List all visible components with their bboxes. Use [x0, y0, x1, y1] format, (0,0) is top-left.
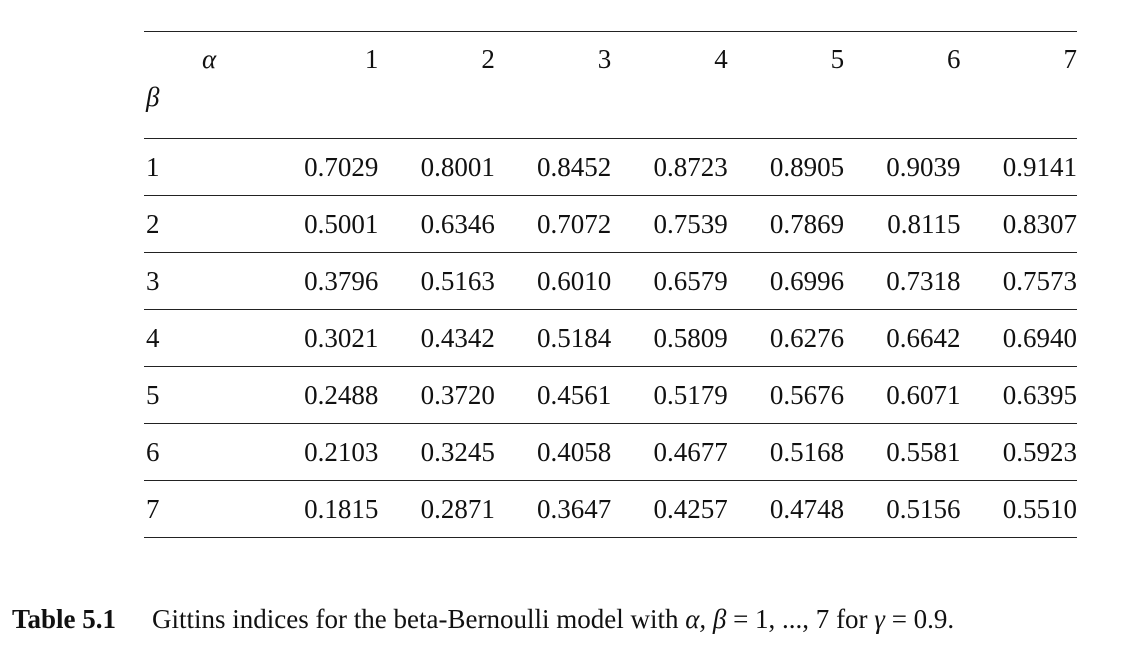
column-header: 5	[830, 44, 845, 74]
table-cell: 0.6276	[728, 310, 844, 367]
beta-symbol: β	[146, 82, 160, 112]
caption-label: Table 5.1	[12, 604, 117, 634]
table-cell: 0.6395	[961, 367, 1077, 424]
column-header: 3	[597, 44, 612, 74]
caption-text-end: .	[947, 604, 955, 634]
table-cell: 0.3720	[378, 367, 494, 424]
table-cell: 0.5510	[961, 481, 1077, 538]
table-cell: 0.2871	[378, 481, 494, 538]
header-row	[144, 32, 1077, 139]
table-cell: 0.3796	[262, 253, 378, 310]
column-header: 7	[1063, 44, 1077, 74]
table-cell: 0.3021	[262, 310, 378, 367]
table-cell: 0.6346	[378, 196, 494, 253]
caption-text: Gittins indices for the beta-Bernoulli model with	[152, 604, 686, 634]
table-cell: 0.5184	[495, 310, 611, 367]
table-cell: 0.6071	[844, 367, 960, 424]
table-cell: 0.4748	[728, 481, 844, 538]
table-cell: 0.5809	[611, 310, 727, 367]
table-cell: 0.5676	[728, 367, 844, 424]
caption-math-gamma: γ	[874, 604, 885, 634]
table-cell: 0.4257	[611, 481, 727, 538]
table-cell: 0.4561	[495, 367, 611, 424]
table-cell: 0.2488	[262, 367, 378, 424]
alpha-symbol: α	[202, 44, 217, 74]
table-caption	[12, 604, 954, 635]
column-header: 6	[947, 44, 961, 74]
table-cell: 0.8905	[728, 139, 844, 196]
table-cell: 0.5168	[728, 424, 844, 481]
table-cell: 0.7573	[961, 253, 1077, 310]
table-cell: 0.6940	[961, 310, 1077, 367]
caption-text-for: for	[829, 604, 875, 634]
table-cell: 0.6642	[844, 310, 960, 367]
table-cell: 0.5163	[378, 253, 494, 310]
table-cell: 0.6996	[728, 253, 844, 310]
table-cell: 0.1815	[262, 481, 378, 538]
row-header: 6	[144, 424, 262, 481]
caption-math-gamma-value: = 0.9	[884, 604, 948, 634]
table-cell: 0.5001	[262, 196, 378, 253]
corner-cell	[144, 32, 262, 139]
table-row	[144, 139, 1077, 196]
table-row	[144, 310, 1077, 367]
table-cell: 0.7539	[611, 196, 727, 253]
table-cell: 0.8723	[611, 139, 727, 196]
table-row	[144, 367, 1077, 424]
row-header: 3	[144, 253, 262, 310]
table-cell: 0.7318	[844, 253, 960, 310]
column-header: 2	[481, 44, 495, 74]
table-cell: 0.4677	[611, 424, 727, 481]
table-cell: 0.6010	[495, 253, 611, 310]
table-cell: 0.8452	[495, 139, 611, 196]
table-cell: 0.2103	[262, 424, 378, 481]
table-cell: 0.8307	[961, 196, 1077, 253]
table-cell: 0.9039	[844, 139, 960, 196]
table-cell: 0.7072	[495, 196, 611, 253]
table-cell: 0.3647	[495, 481, 611, 538]
table-cell: 0.8115	[844, 196, 960, 253]
table-cell: 0.5156	[844, 481, 960, 538]
row-header: 5	[144, 367, 262, 424]
table-cell: 0.4342	[378, 310, 494, 367]
table-cell: 0.4058	[495, 424, 611, 481]
row-header: 1	[144, 139, 262, 196]
column-header: 1	[364, 44, 379, 74]
table-row	[144, 424, 1077, 481]
table-row	[144, 253, 1077, 310]
table-cell: 0.7869	[728, 196, 844, 253]
table-cell: 0.7029	[262, 139, 378, 196]
row-header: 7	[144, 481, 262, 538]
table-row	[144, 196, 1077, 253]
row-header: 2	[144, 196, 262, 253]
caption-math-range: = 1, ..., 7	[726, 604, 830, 634]
table-cell: 0.5179	[611, 367, 727, 424]
table-cell: 0.6579	[611, 253, 727, 310]
caption-math-params: α, β	[685, 604, 727, 634]
table-cell: 0.5923	[961, 424, 1077, 481]
gittins-index-table	[144, 31, 1077, 538]
table-cell: 0.9141	[961, 139, 1077, 196]
row-header: 4	[144, 310, 262, 367]
column-header: 4	[714, 44, 728, 74]
gittins-table-container	[144, 31, 1077, 538]
table-cell: 0.8001	[378, 139, 494, 196]
table-row	[144, 481, 1077, 538]
table-cell: 0.5581	[844, 424, 960, 481]
table-cell: 0.3245	[378, 424, 494, 481]
